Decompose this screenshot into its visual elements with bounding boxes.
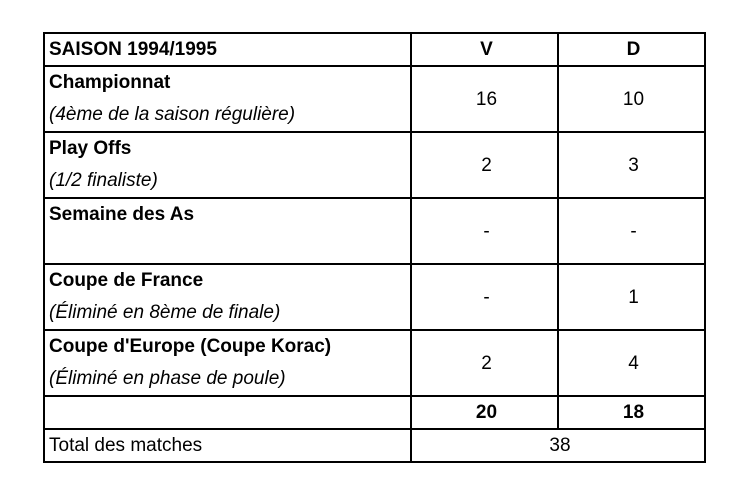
season-stats-table [43,32,706,463]
competition-note: (4ème de la saison régulière) [49,104,296,125]
competition-name: Coupe de France [49,270,204,291]
defeats-value: 4 [558,330,705,396]
competition-note: (Éliminé en phase de poule) [49,368,286,389]
competition-cell [44,264,411,330]
defeats-value: 1 [558,264,705,330]
competition-cell [44,198,411,264]
competition-note: (Éliminé en 8ème de finale) [49,302,281,323]
competition-name: Coupe d'Europe (Coupe Korac) [49,336,332,357]
table-row-semaine-des-as [44,198,705,264]
competition-cell [44,66,411,132]
total-matches-label: Total des matches [44,429,411,462]
total-matches-row [44,429,705,462]
defeats-value: 10 [558,66,705,132]
header-row [44,33,705,66]
column-header-d: D [558,33,705,66]
total-defeats: 18 [558,396,705,429]
defeats-value: - [558,198,705,264]
competition-name: Play Offs [49,138,132,159]
competition-name: Championnat [49,72,171,93]
competition-note [49,231,410,263]
competition-cell [44,132,411,198]
victories-value: 16 [411,66,558,132]
totals-label-cell [44,396,411,429]
victories-value: 2 [411,132,558,198]
season-label: SAISON 1994/1995 [44,33,411,66]
competition-note: (1/2 finaliste) [49,170,158,191]
table-row-championnat [44,66,705,132]
total-victories: 20 [411,396,558,429]
table-row-coupe-de-france [44,264,705,330]
defeats-value: 3 [558,132,705,198]
totals-row [44,396,705,429]
column-header-v: V [411,33,558,66]
victories-value: - [411,264,558,330]
competition-cell [44,330,411,396]
competition-name: Semaine des As [49,204,195,225]
victories-value: - [411,198,558,264]
table-row-play-offs [44,132,705,198]
total-matches-value: 38 [411,429,705,462]
victories-value: 2 [411,330,558,396]
table-row-coupe-d-europe [44,330,705,396]
